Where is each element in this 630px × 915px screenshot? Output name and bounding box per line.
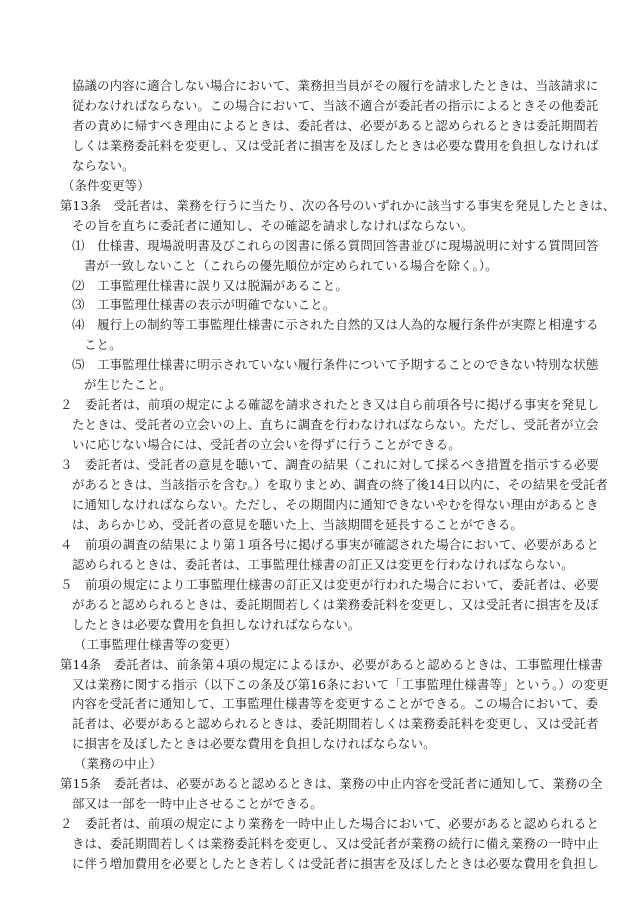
text-line: ならない。 <box>72 157 135 173</box>
text-line: が生じたこと。 <box>84 377 172 393</box>
text-line: （工事監理仕様書等の変更） <box>74 636 238 652</box>
text-line: ３ 委託者は、受託者の意見を聴いて、調査の結果（これに対して採るべき措置を指示する必要 <box>60 457 599 473</box>
text-line: （業務の中止） <box>74 756 162 772</box>
text-line: ４ 前項の調査の結果により第１項各号に掲げる事実が確認された場合において、必要があると <box>60 536 599 552</box>
text-line: は、あらかじめ、受託者の意見を聴いた上、当該期間を延長することができる。 <box>72 516 523 532</box>
text-line: があるときは、当該指示を含む。）を取りまとめ、調査の終了後14日以内に、その結果を受託者 <box>72 477 609 492</box>
text-line: きは、委託期間若しくは業務委託料を変更し、又は受託者が業務の続行に備え業務の一時中止 <box>72 836 599 852</box>
text-line: ⑴ 仕様書、現場説明書及びこれらの図書に係る質問回答書並びに現場説明に対する質問回答 <box>72 237 599 253</box>
text-line: ２ 委託者は、前項の規定により業務を一時中止した場合において、必要があると認められると <box>60 816 599 832</box>
text-line: 第13条 受託者は、業務を行うに当たり、次の各号のいずれかに該当する事実を発見したときは、 <box>60 197 616 213</box>
text-line: いに応じない場合には、受託者の立会いを得ずに行うことができる。 <box>72 437 461 453</box>
text-line: 認められるときは、委託者は、工事監理仕様書の訂正又は変更を行わなければならない。 <box>72 556 574 572</box>
text-line: 第15条 委託者は、必要があると認めるときは、業務の中止内容を受託者に通知して、業務の全 <box>60 776 603 792</box>
text-line: 内容を受託者に通知して、工事監理仕様書等を変更することができる。この場合において、委 <box>72 696 599 712</box>
text-line: 協議の内容に適合しない場合において、業務担当員がその履行を請求したときは、当該請求に <box>72 78 599 93</box>
text-line: （条件変更等） <box>62 177 150 193</box>
text-line: 書が一致しないこと（これらの優先順位が定められている場合を除く。）。 <box>84 257 498 273</box>
text-line: に伴う増加費用を必要としたとき若しくは受託者に損害を及ぼしたときは必要な費用を負担し <box>72 856 599 871</box>
text-line: 者の責めに帰すべき理由によるときは、委託者は、必要があると認められるときは委託期間若 <box>72 117 599 133</box>
text-line: 託者は、必要があると認められるときは、委託期間若しくは業務委託料を変更し、又は受託者 <box>72 716 599 732</box>
text-line: しくは業務委託料を変更し、又は受託者に損害を及ぼしたときは必要な費用を負担しなければ <box>72 137 599 153</box>
text-line: に損害を及ぼしたときは必要な費用を負担しなければならない。 <box>72 736 436 752</box>
text-line: ２ 委託者は、前項の規定による確認を請求されたとき又は自ら前項各号に掲げる事実を発見し <box>60 397 600 413</box>
text-line: 又は業務に関する指示（以下この条及び第16条において「工事監理仕様書等」という。）の変更 <box>72 676 609 692</box>
text-line: ⑵ 工事監理仕様書に誤り又は脱漏があること。 <box>72 277 348 293</box>
text-line: ⑶ 工事監理仕様書の表示が明確でないこと。 <box>72 297 336 313</box>
text-line: ５ 前項の規定により工事監理仕様書の訂正又は変更が行われた場合において、委託者は、必要 <box>60 576 599 592</box>
text-line: 部又は一部を一時中止させることができる。 <box>72 796 323 812</box>
text-line: たときは、受託者の立会いの上、直ちに調査を行わなければならない。ただし、受託者が立会 <box>72 417 599 433</box>
text-line: ⑷ 履行上の制約等工事監理仕様書に示された自然的又は人為的な履行条件が実際と相違する <box>72 317 599 333</box>
text-line: があると認められるときは、委託期間若しくは業務委託料を変更し、又は受託者に損害を及ぼ <box>72 596 599 612</box>
text-line: 第14条 委託者は、前条第４項の規定によるほか、必要があると認めるときは、工事監理仕様書 <box>60 656 603 672</box>
text-line: 従わなければならない。この場合において、当該不適合が委託者の指示によるときその他委託 <box>72 98 599 113</box>
text-line: に通知しなければならない。ただし、その期間内に通知できないやむを得ない理由があるとき <box>72 496 599 512</box>
text-line: したときは必要な費用を負担しなければならない。 <box>72 616 361 632</box>
text-line: その旨を直ちに委託者に通知し、その確認を請求しなければならない。 <box>72 217 474 233</box>
text-line: こと。 <box>84 337 122 353</box>
text-line: ⑸ 工事監理仕様書に明示されていない履行条件について予期することのできない特別な状態 <box>72 357 599 373</box>
